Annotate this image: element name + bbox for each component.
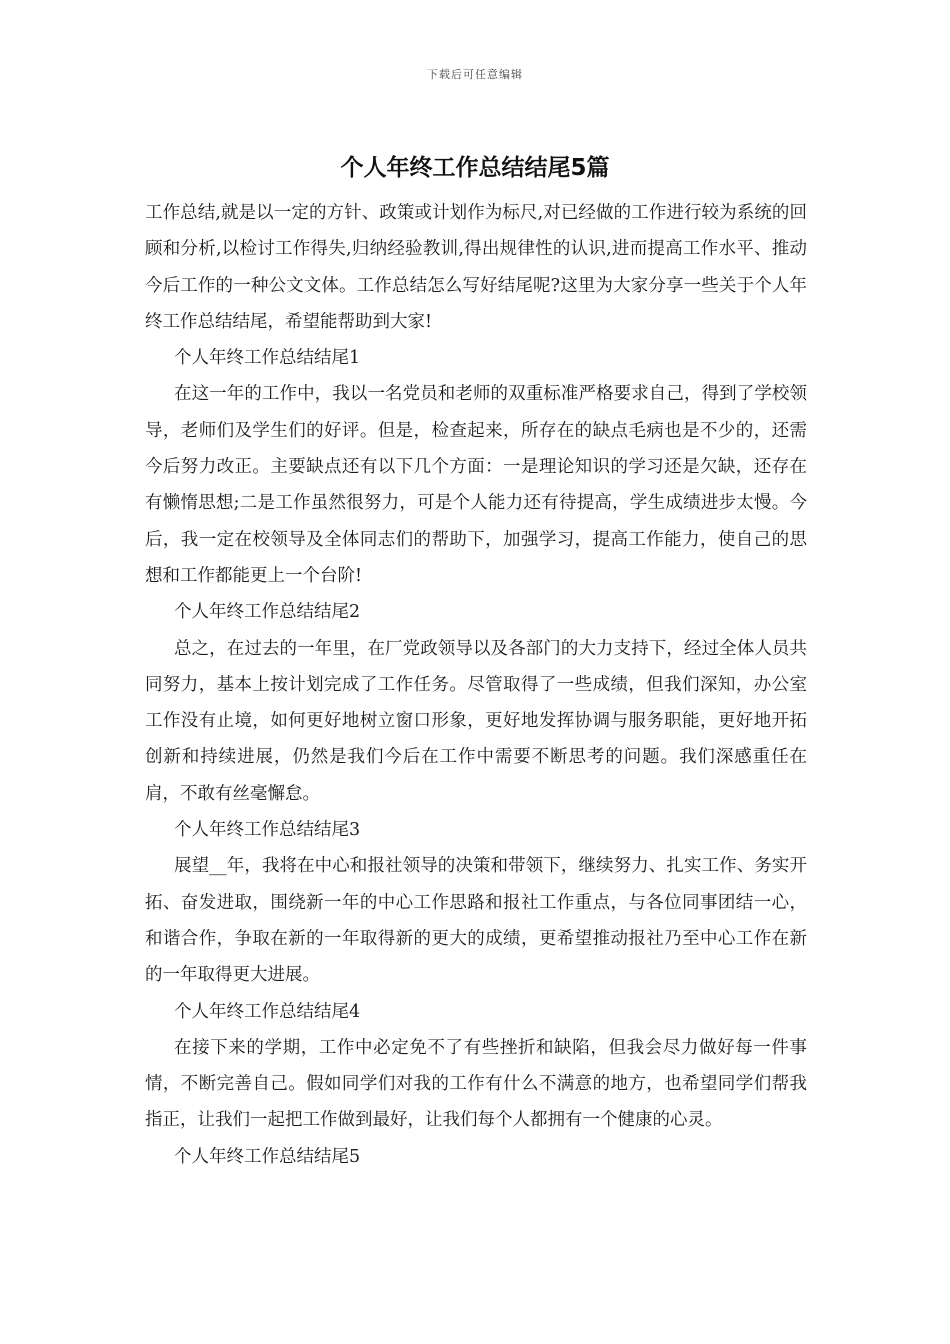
section-paragraph-1: 在这一年的工作中，我以一名党员和老师的双重标准严格要求自己，得到了学校领导，老师们及学生们的好评。但是，检查起来，所存在的缺点毛病也是不少的，还需今后努力改正。主要缺点还有以下几个方面：一是理论知识的学习还是欠缺，还存在有懒惰思想;二是工作虽然很努力，可是个人能力还有待提高，学生成绩进步太慢。今后，我一定在校领导及全体同志们的帮助下，加强学习，提高工作能力，使自己的思想和工作都能更上一个台阶! [145,384,807,586]
intro-paragraph: 工作总结,就是以一定的方针、政策或计划作为标尺,对已经做的工作进行较为系统的回顾和分析,以检讨工作得失,归纳经验教训,得出规律性的认识,进而提高工作水平、推动今后工作的一种公文文体。工作总结怎么写好结尾呢?这里为大家分享一些关于个人年终工作总结结尾，希望能帮助到大家! [145,203,807,332]
section-paragraph-3: 展望__年，我将在中心和报社领导的决策和带领下，继续努力、扎实工作、务实开拓、奋发进取，围绕新一年的中心工作思路和报社工作重点，与各位同事团结一心，和谐合作，争取在新的一年取得新的更大的成绩，更希望推动报社乃至中心工作在新的一年取得更大进展。 [145,856,807,986]
document-title: 个人年终工作总结结尾5篇 [340,155,610,181]
section-paragraph-2: 总之，在过去的一年里，在厂党政领导以及各部门的大力支持下，经过全体人员共同努力，基本上按计划完成了工作任务。尽管取得了一些成绩，但我们深知，办公室工作没有止境，如何更好地树立窗口形象，更好地发挥协调与服务职能，更好地开拓创新和持续进展，仍然是我们今后在工作中需要不断思考的问题。我们深感重任在肩，不敢有丝毫懈怠。 [145,638,807,804]
section-heading-4: 个人年终工作总结结尾4 [174,1001,361,1022]
section-heading-3: 个人年终工作总结结尾3 [174,820,361,841]
header-note: 下载后可任意编辑 [427,68,523,81]
section-paragraph-4: 在接下来的学期，工作中必定免不了有些挫折和缺陷，但我会尽力做好每一件事情，不断完善自己。假如同学们对我的工作有什么不满意的地方，也希望同学们帮我指正，让我们一起把工作做到最好，让我们每个人都拥有一个健康的心灵。 [145,1037,807,1131]
section-heading-2: 个人年终工作总结结尾2 [174,602,361,623]
section-heading-1: 个人年终工作总结结尾1 [174,348,361,369]
document-body [145,195,807,1175]
section-heading-5: 个人年终工作总结结尾5 [174,1146,361,1167]
